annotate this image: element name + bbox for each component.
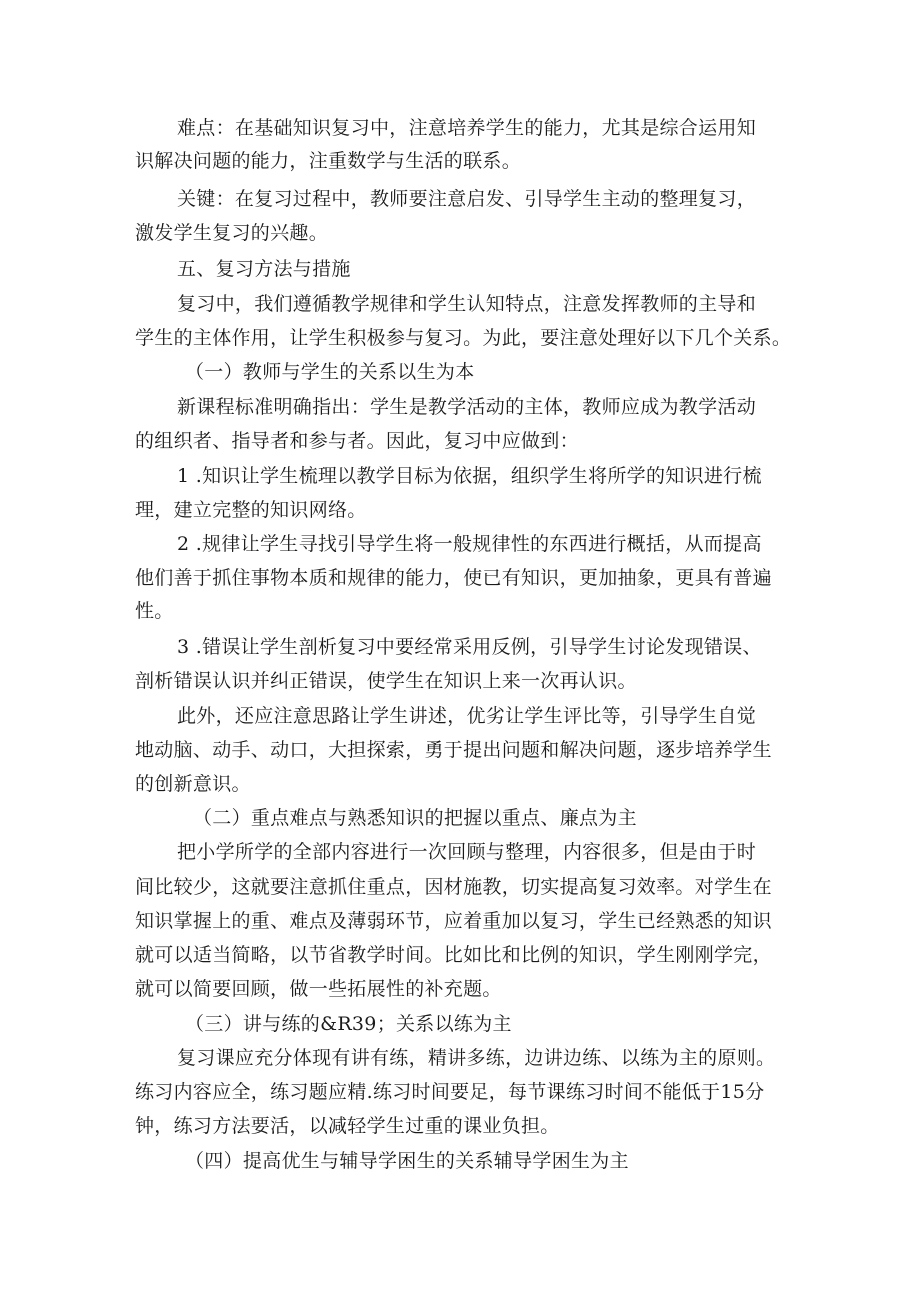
text-line: 知识掌握上的重、难点及薄弱环节，应着重加以复习，学生已经熟悉的知识 <box>135 910 772 932</box>
list-item: 1 .知识让学生梳理以教学目标为依据，组织学生将所学的知识进行梳 <box>177 465 762 487</box>
text-line: 把小学所学的全部内容进行一次回顾与整理，内容很多，但是由于时 <box>177 841 757 863</box>
text-line: 钟，练习方法要活，以减轻学生过重的课业负担。 <box>135 1115 560 1137</box>
text-line: 复习课应充分体现有讲有练，精讲多练，边讲边练、以练为主的原则。 <box>177 1047 776 1069</box>
text-line: 学生的主体作用，让学生积极参与复习。为此，要注意处理好以下几个关系。 <box>135 327 792 349</box>
text-line: 的组织者、指导者和参与者。因此，复习中应做到： <box>135 430 579 452</box>
text-line: 性。 <box>135 600 174 622</box>
text-line: 练习内容应全，练习题应精.练习时间要足，每节课练习时间不能低于15分 <box>135 1081 765 1103</box>
text-line: 关键：在复习过程中，教师要注意启发、引导学生主动的整理复习， <box>177 188 757 210</box>
list-item: 3 .错误让学生剖析复习中要经常采用反例，引导学生讨论发现错误、 <box>177 636 762 658</box>
subsection-heading: （一）教师与学生的关系以生为本 <box>185 361 475 383</box>
text-line: 识解决问题的能力，注重数学与生活的联系。 <box>135 150 522 172</box>
text-line: 间比较少，这就要注意抓住重点，因材施教，切实提高复习效率。对学生在 <box>135 876 772 898</box>
section-heading: 五、复习方法与措施 <box>177 258 351 280</box>
text-line: 激发学生复习的兴趣。 <box>135 222 329 244</box>
list-item: 2 .规律让学生寻找引导学生将一般规律性的东西进行概括，从而提高 <box>177 533 762 555</box>
subsection-heading: （二）重点难点与熟悉知识的把握以重点、廉点为主 <box>193 807 637 829</box>
text-line: 的创新意识。 <box>135 773 251 795</box>
text-line: 地动脑、动手、动口，大担探索，勇于提出问题和解决问题，逐步培养学生 <box>135 739 772 761</box>
text-line: 他们善于抓住事物本质和规律的能力，使已有知识，更加抽象，更具有普遍 <box>135 567 772 589</box>
text-line: 此外，还应注意思路让学生讲述，优劣让学生评比等，引导学生自觉 <box>177 705 757 727</box>
subsection-heading: （三）讲与练的&R39；关系以练为主 <box>185 1013 512 1035</box>
subsection-heading: （四）提高优生与辅导学困生的关系辅导学困生为主 <box>185 1150 629 1172</box>
text-line: 难点：在基础知识复习中，注意培养学生的能力，尤其是综合运用知 <box>177 117 757 139</box>
text-line: 理，建立完整的知识网络。 <box>135 499 367 521</box>
text-line: 剖析错误认识并纠正错误，使学生在知识上来一次再认识。 <box>135 670 637 692</box>
text-line: 就可以简要回顾，做一些拓展性的补充题。 <box>135 978 502 1000</box>
text-line: 就可以适当简略，以节省教学时间。比如比和比例的知识，学生刚刚学完， <box>135 944 772 966</box>
text-line: 复习中，我们遵循教学规律和学生认知特点，注意发挥教师的主导和 <box>177 293 757 315</box>
text-line: 新课程标准明确指出：学生是教学活动的主体，教师应成为教学活动 <box>177 396 757 418</box>
